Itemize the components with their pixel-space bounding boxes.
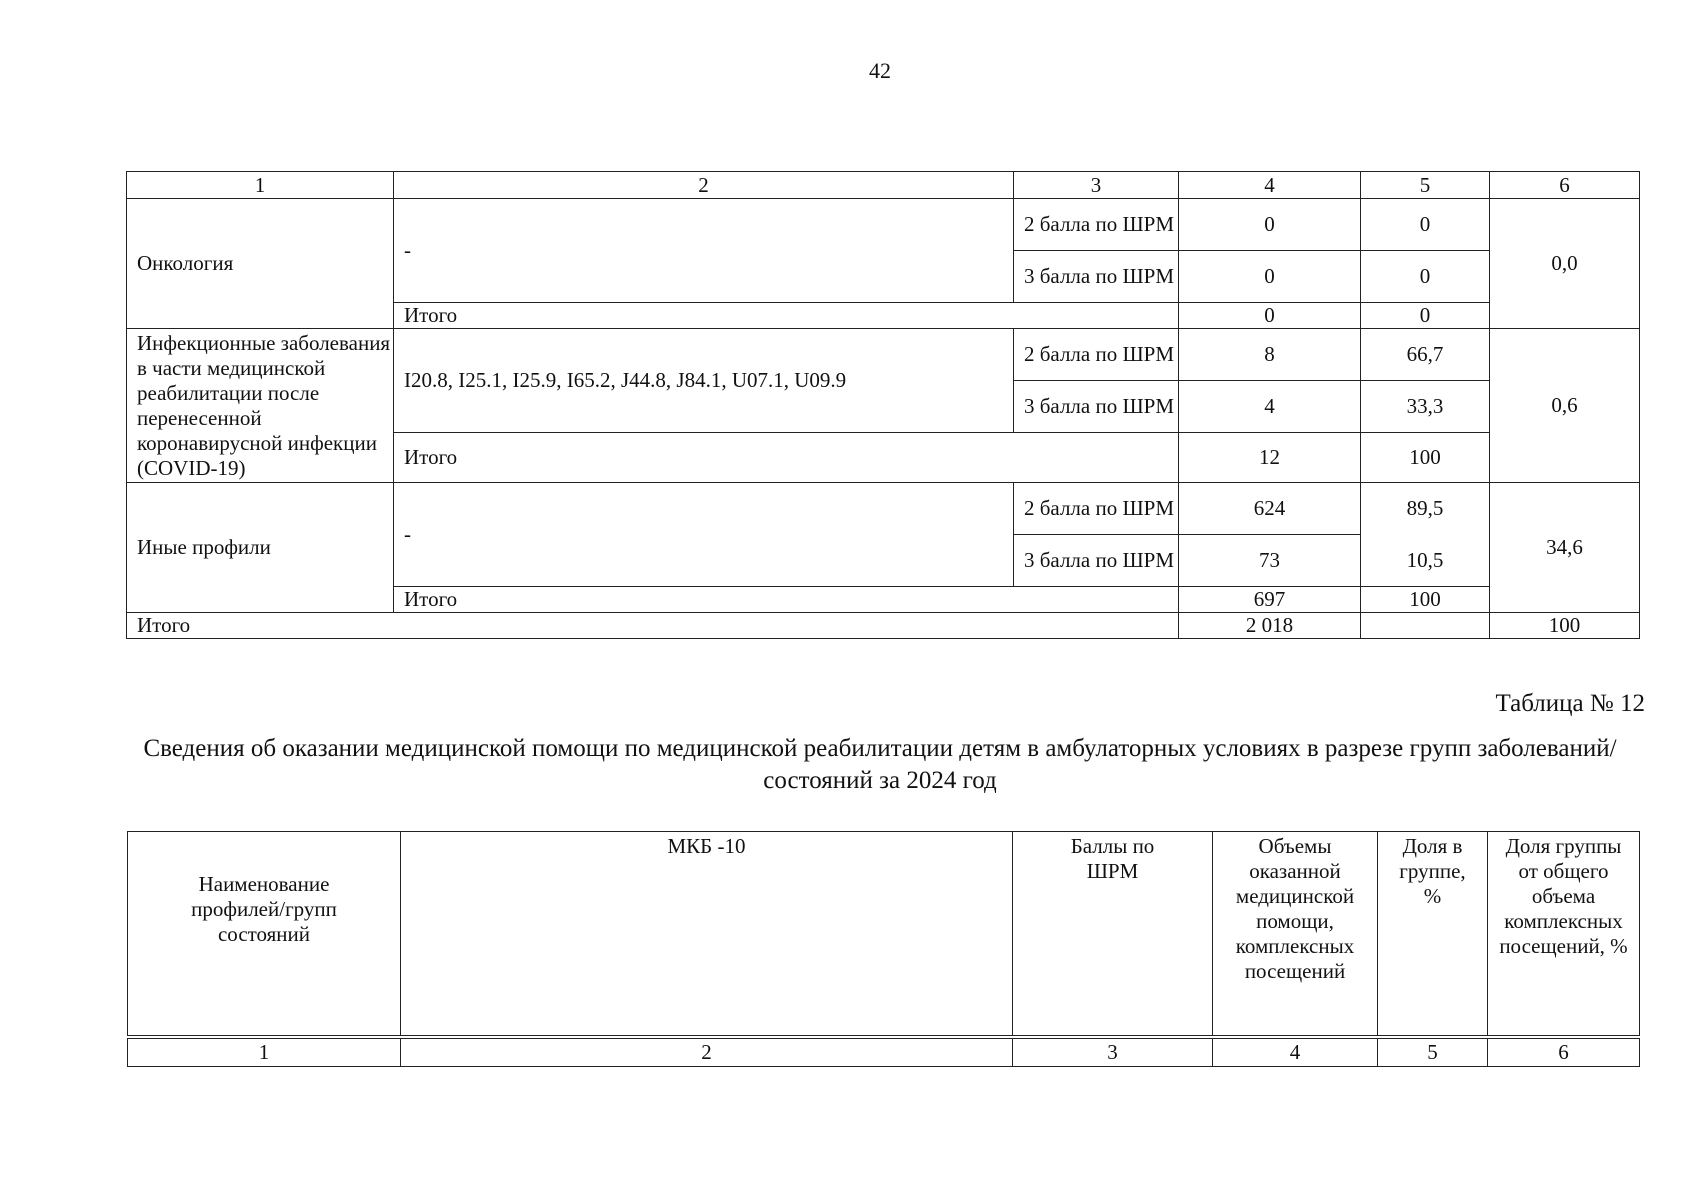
- table-row: [127, 199, 1640, 251]
- volume-cell: 0: [1179, 199, 1361, 251]
- column-number: 5: [1378, 1037, 1488, 1067]
- group-name: Иные профили: [127, 483, 394, 613]
- volume-cell: 0: [1179, 251, 1361, 303]
- column-number: 4: [1213, 1037, 1378, 1067]
- grand-total-label: Итого: [127, 613, 1179, 639]
- column-number: 4: [1179, 172, 1361, 199]
- header-total-share: Доля группы от общего объема комплексных посещений, %: [1488, 832, 1640, 1038]
- header-icd10: МКБ -10: [401, 832, 1013, 1038]
- share-cell: 0: [1361, 199, 1490, 251]
- subtotal-label: Итого: [394, 303, 1179, 329]
- header-volume: Объемы оказанной медицинской помощи, комплексных посещений: [1213, 832, 1378, 1038]
- share-cell: 100: [1361, 587, 1490, 613]
- table-number: Таблица № 12: [1495, 690, 1645, 717]
- volume-cell: 2 018: [1179, 613, 1361, 639]
- score-label: 3 балла по ШРМ: [1014, 535, 1179, 587]
- table-caption: Сведения об оказании медицинской помощи по медицинской реабилитации детям в амбулаторных условиях в разрезе групп заболеваний/состояний за 2024 год: [143, 735, 1617, 794]
- icd-codes: -: [394, 483, 1014, 587]
- score-label: 2 балла по ШРМ: [1014, 199, 1179, 251]
- group-share-cell: 100: [1490, 613, 1640, 639]
- volume-cell: 73: [1179, 535, 1361, 587]
- share-cell: 89,5: [1361, 483, 1490, 535]
- share-cell: 10,5: [1361, 535, 1490, 587]
- share-cell: 33,3: [1361, 381, 1490, 433]
- column-number: 1: [127, 172, 394, 199]
- volume-cell: 0: [1179, 303, 1361, 329]
- header-profile-name: Наименование профилей/групп состояний: [128, 832, 401, 1038]
- volume-cell: 4: [1179, 381, 1361, 433]
- icd-codes: -: [394, 199, 1014, 303]
- score-label: 3 балла по ШРМ: [1014, 381, 1179, 433]
- group-name: Онкология: [127, 199, 394, 329]
- group-name: Инфекционные заболевания в части медицинской реабилитации после перенесенной коронавирусной инфекции (COVID-19): [127, 329, 394, 483]
- share-cell: 100: [1361, 433, 1490, 483]
- volume-cell: 12: [1179, 433, 1361, 483]
- volume-cell: 624: [1179, 483, 1361, 535]
- column-number: 5: [1361, 172, 1490, 199]
- score-label: 3 балла по ШРМ: [1014, 251, 1179, 303]
- header-shrm-score: Баллы по ШРМ: [1013, 832, 1213, 1038]
- column-number: 3: [1014, 172, 1179, 199]
- volume-cell: 697: [1179, 587, 1361, 613]
- subtotal-label: Итого: [394, 433, 1179, 483]
- share-cell: [1361, 613, 1490, 639]
- group-share-cell: 0,0: [1490, 199, 1640, 329]
- icd-codes: I20.8, I25.1, I25.9, I65.2, J44.8, J84.1, U07.1, U09.9: [394, 329, 1014, 433]
- table-row: [127, 483, 1640, 535]
- rehab-children-table: [127, 831, 1640, 1067]
- column-number-row: [128, 1037, 1640, 1067]
- group-share-cell: 0,6: [1490, 329, 1640, 483]
- share-cell: 0: [1361, 303, 1490, 329]
- column-number-row: [127, 172, 1640, 199]
- score-label: 2 балла по ШРМ: [1014, 329, 1179, 381]
- header-row: [128, 832, 1640, 1038]
- group-share-cell: 34,6: [1490, 483, 1640, 613]
- header-group-share: Доля в группе, %: [1378, 832, 1488, 1038]
- column-number: 2: [401, 1037, 1013, 1067]
- column-number: 3: [1013, 1037, 1213, 1067]
- share-cell: 66,7: [1361, 329, 1490, 381]
- grand-total-row: [127, 613, 1640, 639]
- score-label: 2 балла по ШРМ: [1014, 483, 1179, 535]
- column-number: 6: [1488, 1037, 1640, 1067]
- volume-cell: 8: [1179, 329, 1361, 381]
- page-number: 42: [869, 58, 891, 83]
- table-row: [127, 329, 1640, 381]
- subtotal-label: Итого: [394, 587, 1179, 613]
- column-number: 1: [128, 1037, 401, 1067]
- column-number: 6: [1490, 172, 1640, 199]
- column-number: 2: [394, 172, 1014, 199]
- rehab-adults-table-continued: [126, 171, 1640, 639]
- share-cell: 0: [1361, 251, 1490, 303]
